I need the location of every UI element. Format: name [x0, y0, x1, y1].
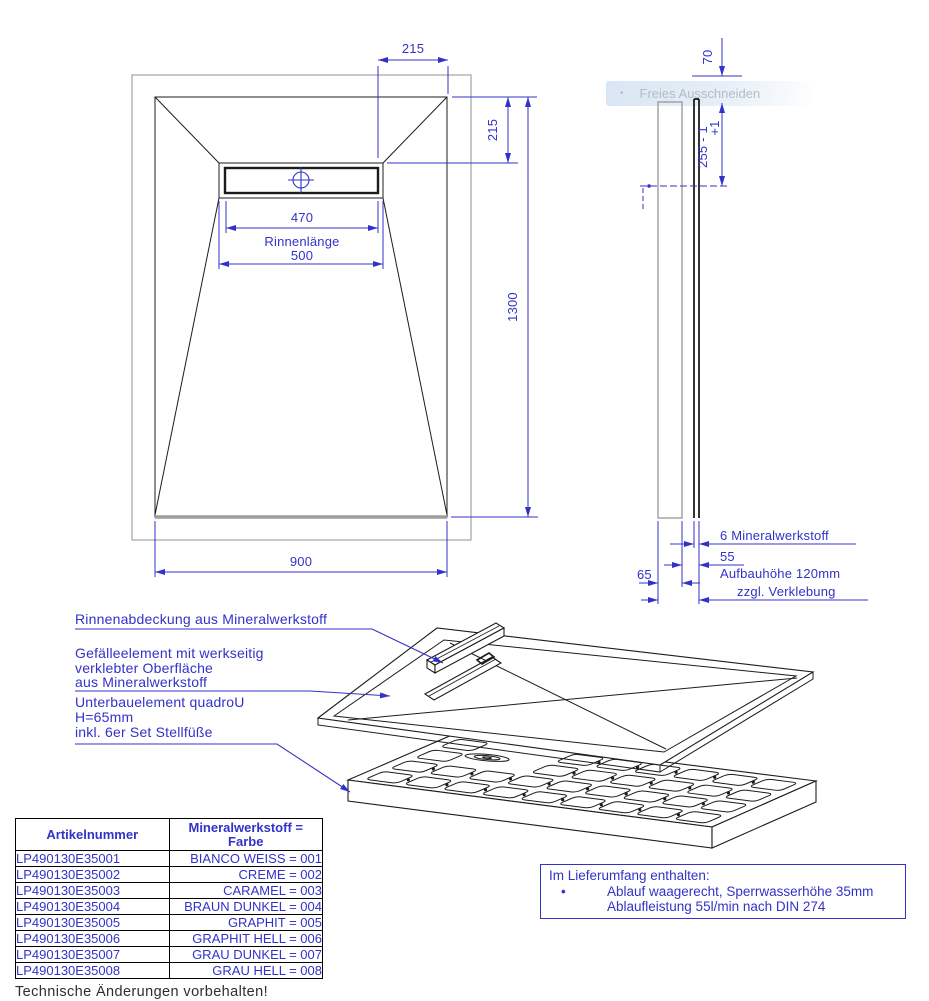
- drain-center-mark: [288, 167, 314, 193]
- dim-top-offset: 215: [401, 41, 425, 56]
- color-code: GRAPHIT = 005: [169, 915, 323, 931]
- article-number: LP490130E35008: [16, 963, 170, 979]
- bullet-icon: •: [561, 883, 566, 899]
- plan-view: [132, 41, 538, 577]
- foot-dot: [600, 803, 603, 806]
- foot-dot: [523, 793, 526, 796]
- dim-edge-offset: 70: [700, 49, 715, 65]
- base-label-line1: Unterbauelement quadroU: [75, 694, 245, 710]
- foot-dot: [509, 777, 512, 780]
- foot-dot: [432, 767, 435, 770]
- foot-dot: [702, 802, 705, 805]
- slope-label-line1: Gefälleelement mit werkseitig: [75, 645, 264, 661]
- exploded-view: [75, 611, 816, 848]
- table-row: [16, 963, 323, 979]
- dim-width: 900: [289, 554, 313, 569]
- footer-note: Technische Änderungen vorbehalten!: [15, 984, 269, 1000]
- base-label-line2: H=65mm: [75, 709, 134, 725]
- foot-dot: [650, 782, 653, 785]
- foot-dot: [484, 788, 487, 791]
- foot-dot: [407, 778, 410, 781]
- color-code: BIANCO WEISS = 001: [169, 851, 323, 867]
- color-code: GRAU DUNKEL = 007: [169, 947, 323, 963]
- delivery-scope-box: [540, 864, 906, 919]
- cover-label: Rinnenabdeckung aus Mineralwerkstoff: [75, 611, 328, 627]
- table-row: [16, 883, 323, 899]
- header-artikelnummer: Artikelnummer: [16, 819, 170, 851]
- slope-label-line2: verklebter Oberfläche: [75, 660, 214, 676]
- foot-dot: [727, 791, 730, 794]
- foot-dot: [663, 797, 666, 800]
- color-code: BRAUN DUNKEL = 004: [169, 899, 323, 915]
- table-row: [16, 867, 323, 883]
- article-number: LP490130E35005: [16, 915, 170, 931]
- table-row: [16, 915, 323, 931]
- foot-dot: [586, 787, 589, 790]
- slope-label-line3: aus Mineralwerkstoff: [75, 674, 208, 690]
- color-code: GRAU HELL = 008: [169, 963, 323, 979]
- buildup-note-line2: zzgl. Verklebung: [737, 584, 836, 599]
- header-col2-line1: Mineralwerkstoff =: [188, 819, 303, 835]
- plan-dimensions: [155, 60, 538, 577]
- article-number: LP490130E35002: [16, 867, 170, 883]
- article-number: LP490130E35007: [16, 947, 170, 963]
- article-number: LP490130E35001: [16, 851, 170, 867]
- tray-outline: [155, 97, 447, 517]
- foot-dot: [677, 813, 680, 816]
- slope-edges: [155, 97, 447, 515]
- table-row: [16, 947, 323, 963]
- foot-dot: [625, 792, 628, 795]
- header-col2-line2: Farbe: [228, 833, 264, 849]
- side-view: [637, 38, 868, 604]
- base-element-profile: [658, 102, 682, 518]
- table-row: [16, 899, 323, 915]
- article-number: LP490130E35003: [16, 883, 170, 899]
- foot-dot: [713, 776, 716, 779]
- color-code: CREME = 002: [169, 867, 323, 883]
- foot-dot: [752, 781, 755, 784]
- foot-dot: [688, 786, 691, 789]
- cut-outline: [132, 75, 471, 540]
- delivery-title: Im Lieferumfang enthalten:: [549, 868, 710, 883]
- delivery-item-line2: Ablaufleistung 55l/min nach DIN 274: [607, 899, 826, 914]
- dim-slope-element: 55: [720, 549, 735, 564]
- table-row: [16, 931, 323, 947]
- article-table: [15, 818, 323, 979]
- dim-side-offset: 215: [485, 118, 500, 142]
- table-row: [16, 851, 323, 867]
- buildup-note-line1: Aufbauhöhe 120mm: [720, 566, 841, 581]
- article-number: LP490130E35004: [16, 899, 170, 915]
- delivery-item: [549, 884, 899, 915]
- watermark-label: Freies Ausschneiden: [639, 86, 761, 101]
- channel-caption: Rinnenlänge: [264, 234, 340, 249]
- foot-dot: [638, 808, 641, 811]
- dim-base-element: 65: [637, 567, 652, 582]
- slope-element-3d: [318, 628, 813, 772]
- foot-dot: [611, 777, 614, 780]
- foot-dot: [548, 782, 551, 785]
- dim-surface-layer: 6 Mineralwerkstoff: [720, 528, 829, 543]
- watermark-bullet-icon: •: [620, 88, 624, 99]
- side-dimensions: [639, 38, 868, 604]
- article-number: LP490130E35006: [16, 931, 170, 947]
- dim-channel-length: 470: [290, 210, 314, 225]
- header-mineralwerkstoff: [169, 819, 323, 851]
- color-code: GRAPHIT HELL = 006: [169, 931, 323, 947]
- dim-drain-position: 255 - 1: [695, 126, 710, 168]
- foot-dot: [561, 798, 564, 801]
- foot-dot: [445, 783, 448, 786]
- table-header-row: [16, 819, 323, 851]
- color-code: CARAMEL = 003: [169, 883, 323, 899]
- dim-length: 1300: [505, 292, 520, 322]
- dim-drain-tolerance: +1: [707, 120, 722, 136]
- base-label-line3: inkl. 6er Set Stellfüße: [75, 724, 213, 740]
- foot-dot: [470, 772, 473, 775]
- dim-channel-overall: 500: [290, 248, 314, 263]
- foot-dot: [675, 771, 678, 774]
- delivery-item-line1: Ablauf waagerecht, Sperrwasserhöhe 35mm: [607, 883, 874, 899]
- foot-dot: [572, 772, 575, 775]
